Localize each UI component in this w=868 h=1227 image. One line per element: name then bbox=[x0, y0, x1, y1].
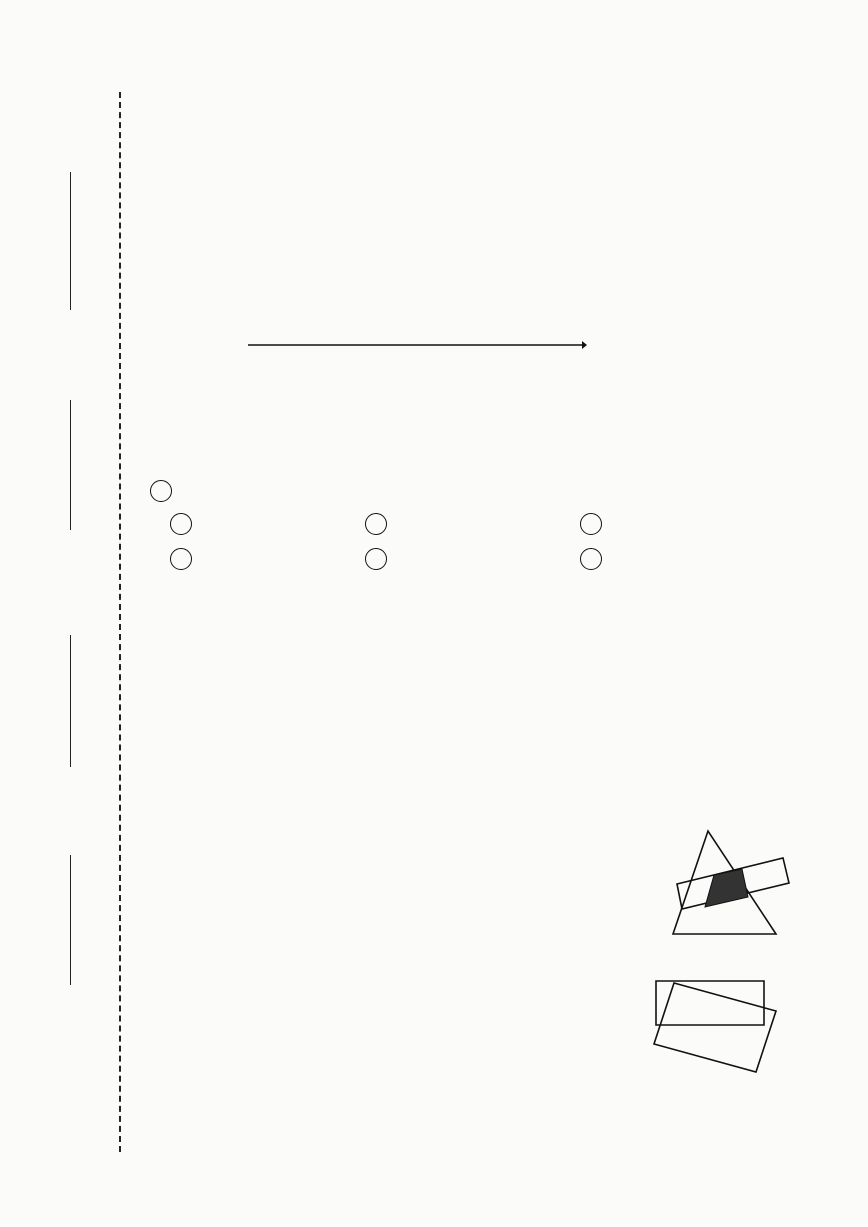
q4-item bbox=[365, 513, 387, 535]
q4-item bbox=[580, 513, 602, 535]
answer-circle[interactable] bbox=[365, 548, 387, 570]
comparison-circle-icon bbox=[150, 480, 172, 502]
overlapping-rectangles-figure bbox=[652, 977, 777, 1077]
binding-dashed-line bbox=[119, 92, 121, 1152]
number-line bbox=[246, 336, 586, 366]
class-rule bbox=[70, 855, 71, 985]
answer-circle[interactable] bbox=[580, 548, 602, 570]
q4-prompt bbox=[150, 480, 172, 502]
answer-circle[interactable] bbox=[365, 513, 387, 535]
rectangle-b bbox=[654, 983, 776, 1072]
answer-circle[interactable] bbox=[170, 513, 192, 535]
number-line-arrow bbox=[582, 341, 587, 349]
q4-item bbox=[170, 548, 192, 570]
q4-item bbox=[170, 513, 192, 535]
name-rule-top bbox=[70, 400, 71, 530]
name-rule bbox=[70, 635, 71, 767]
student-id-rule bbox=[70, 172, 71, 310]
answer-circle[interactable] bbox=[170, 548, 192, 570]
answer-circle[interactable] bbox=[580, 513, 602, 535]
overlap-region bbox=[705, 869, 748, 907]
q4-item bbox=[365, 548, 387, 570]
coin-stack-figure bbox=[680, 584, 780, 674]
q4-item bbox=[580, 548, 602, 570]
triangle-rectangle-figure bbox=[670, 826, 790, 938]
